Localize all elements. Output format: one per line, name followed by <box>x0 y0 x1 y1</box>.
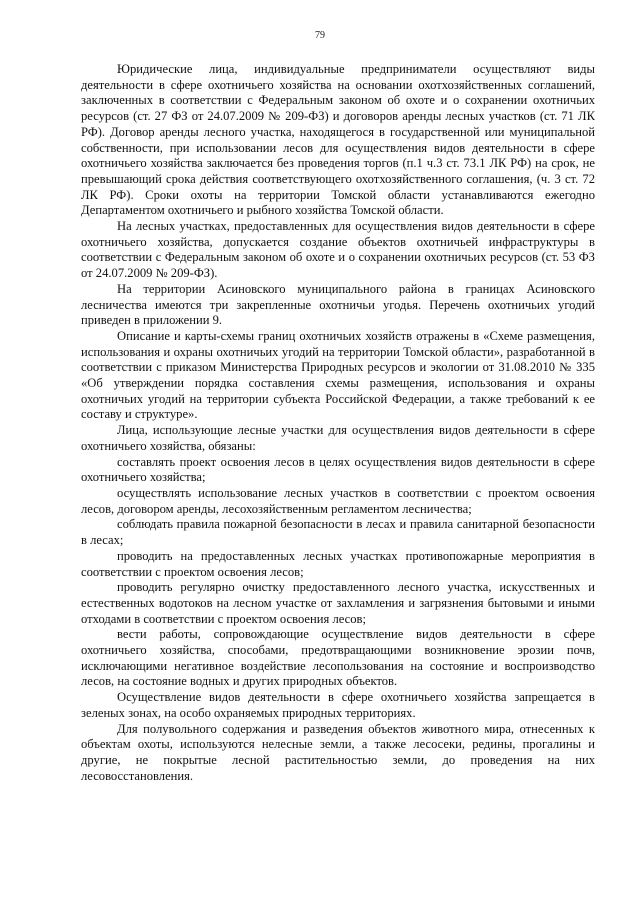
list-item: вести работы, сопровождающие осуществление видов деятельности в сфере охотничьего хозяйства, способами, предотвращающими возникновение эрозии почв, исключающими негативное воздействие лесопользования на состояние и воспроизводство лесов, на состояние водных и других природных объектов. <box>81 627 595 689</box>
paragraph: Юридические лица, индивидуальные предприниматели осуществляют виды деятельности в сфере охотничьего хозяйства на основании охотхозяйственных соглашений, заключенных в соответствии с Федеральным законом об охоте и о сохранении охотничьих ресурсов (ст. 27 ФЗ от 24.07.2009 № 209-ФЗ) и договоров аренды лесных участков (ст. 71 ЛК РФ). Договор аренды лесного участка, находящегося в государственной или муниципальной собственности, при использовании лесов для осуществления видов деятельности в сфере охотничьего хозяйства заключается без проведения торгов (п.1 ч.3 ст. 73.1 ЛК РФ) на срок, не превышающий срока действия соответствующего охотхозяйственного соглашения, (ч. 3 ст. 72 ЛК РФ). Сроки охоты на территории Томской области устанавливаются ежегодно Департаментом охотничьего и рыбного хозяйства Томской области. <box>81 62 595 218</box>
list-item: осуществлять использование лесных участков в соответствии с проектом освоения лесов, договором аренды, лесохозяйственным регламентом лесничества; <box>81 485 595 516</box>
paragraph: Лица, использующие лесные участки для осуществления видов деятельности в сфере охотничьего хозяйства, обязаны: <box>81 423 595 453</box>
page-number: 79 <box>315 30 325 41</box>
list-item: соблюдать правила пожарной безопасности в лесах и правила санитарной безопасности в лесах; <box>81 517 595 548</box>
paragraph: На лесных участках, предоставленных для осуществления видов деятельности в сфере охотничьего хозяйства, допускается создание объектов охотничьей инфраструктуры в соответствии с Федеральным законом об охоте и о сохранении охотничьих ресурсов (ст. 53 ФЗ от 24.07.2009 № 209-ФЗ). <box>81 219 595 281</box>
paragraph: Описание и карты-схемы границ охотничьих хозяйств отражены в «Схеме размещения, использования и охраны охотничьих угодий на территории Томской области», разработанной в соответствии с приказом Министерства Природных ресурсов и экологии от 31.08.2010 № 335 «Об утверждении порядка составления схемы размещения, использования и охраны охотничьих угодий на территории субъекта Российской Федерации, а также требований к ее составу и структуре». <box>81 328 595 422</box>
list-item: составлять проект освоения лесов в целях осуществления видов деятельности в сфере охотничьего хозяйства; <box>81 454 595 485</box>
paragraph: На территории Асиновского муниципального района в границах Асиновского лесничества имеются три закрепленные охотничьи угодья. Перечень охотничьих угодий приведен в приложении 9. <box>81 281 595 328</box>
list-item: проводить на предоставленных лесных участках противопожарные мероприятия в соответствии с проектом освоения лесов; <box>81 548 595 579</box>
paragraph: Для полувольного содержания и разведения объектов животного мира, отнесенных к объектам охоты, используются нелесные земли, а также лесосеки, редины, прогалины и другие, не покрытые лесной растительностью земли, до проведения на них лесовосстановления. <box>81 721 595 783</box>
paragraph: Осуществление видов деятельности в сфере охотничьего хозяйства запрещается в зеленых зонах, на особо охраняемых природных территориях. <box>81 690 595 720</box>
body-text <box>81 62 595 784</box>
list-item: проводить регулярно очистку предоставленного лесного участка, искусственных и естественных водотоков на лесном участке от захламления и загрязнения бытовыми и иными отходами в соответствии с проектом освоения лесов; <box>81 580 595 626</box>
